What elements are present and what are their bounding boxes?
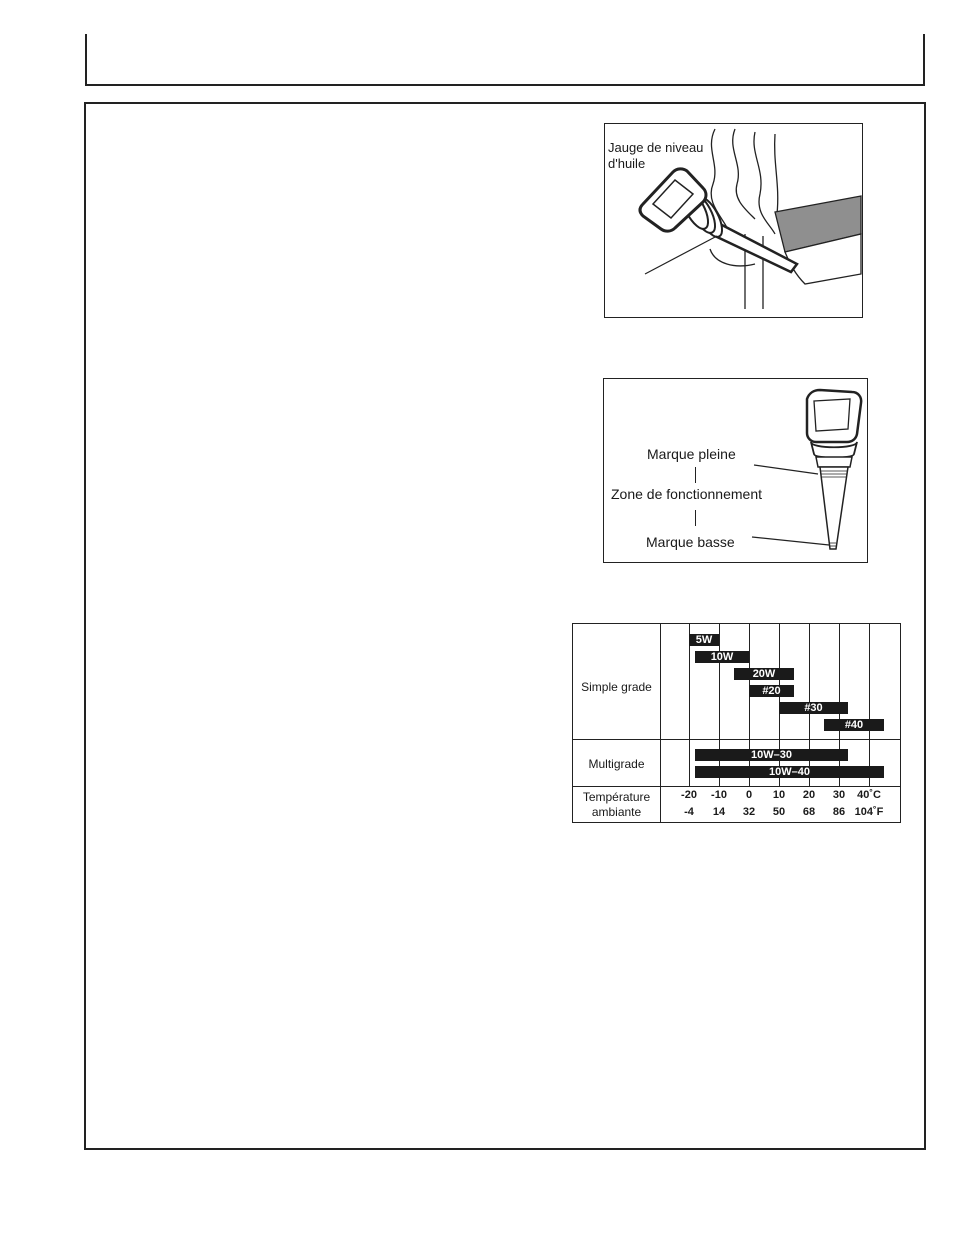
dipstick-label: Jauge de niveau d'huile <box>608 140 704 171</box>
multigrade-bar: 10W–40 <box>695 766 884 778</box>
low-mark-label: Marque basse <box>646 534 735 550</box>
celsius-tick-label: -20 <box>681 789 697 801</box>
celsius-tick-label: 30 <box>832 789 846 801</box>
single-grade-bar: #40 <box>824 719 884 731</box>
grid-line <box>869 624 870 786</box>
row-separator-single-multi <box>573 739 900 740</box>
dipstick-marks-illustration <box>604 379 868 563</box>
celsius-tick-label: 20 <box>802 789 816 801</box>
full-mark-label: Marque pleine <box>647 446 736 462</box>
celsius-tick-label: -10 <box>711 789 727 801</box>
full-zone-connector <box>695 467 696 483</box>
operating-zone-label: Zone de fonctionnement <box>611 486 762 502</box>
ambient-temperature-label <box>573 790 660 820</box>
grid-line <box>719 624 720 786</box>
celsius-tick-label: 10 <box>772 789 786 801</box>
zone-low-connector <box>695 510 696 526</box>
figure-dipstick-marks <box>603 378 868 563</box>
single-grade-label: Simple grade <box>581 680 652 694</box>
temperature-label-line1: Température <box>582 790 651 804</box>
temperature-label-line2: ambiante <box>591 805 642 819</box>
label-column-separator <box>660 624 661 822</box>
single-grade-bar: 10W <box>695 651 749 663</box>
fahrenheit-tick-label: 50 <box>772 806 786 818</box>
multigrade-bar: 10W–30 <box>695 749 848 761</box>
celsius-tick-label: 40˚C <box>857 789 881 801</box>
multigrade-label: Multigrade <box>588 757 645 771</box>
fahrenheit-tick-label: 86 <box>832 806 846 818</box>
header-frame <box>85 34 925 86</box>
fahrenheit-tick-label: 32 <box>742 806 756 818</box>
single-grade-bar: 5W <box>689 634 719 646</box>
single-grade-bar: #30 <box>779 702 848 714</box>
oil-viscosity-chart <box>572 623 901 823</box>
single-grade-bar: 20W <box>734 668 794 680</box>
fahrenheit-tick-label: -4 <box>684 806 694 818</box>
row-separator-multi-temp <box>573 786 900 787</box>
single-grade-bar: #20 <box>749 685 794 697</box>
celsius-tick-label: 0 <box>745 789 753 801</box>
grid-line <box>689 624 690 786</box>
grid-line <box>749 624 750 786</box>
fahrenheit-tick-label: 104˚F <box>854 806 884 818</box>
figure-dipstick-location <box>604 123 863 318</box>
fahrenheit-tick-label: 68 <box>802 806 816 818</box>
fahrenheit-tick-label: 14 <box>712 806 726 818</box>
